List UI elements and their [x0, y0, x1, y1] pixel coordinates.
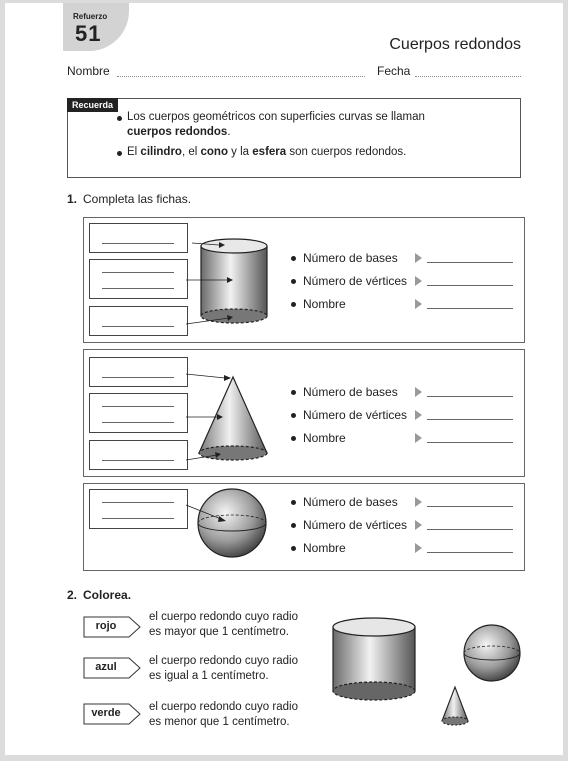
recuerda-text-1: [127, 110, 507, 140]
prop-label: Número de bases: [303, 495, 398, 509]
label-card[interactable]: [89, 393, 188, 433]
prop-label: Nombre: [303, 541, 346, 555]
nombre-field[interactable]: [117, 76, 365, 77]
arrow-icon: [415, 433, 422, 443]
color-instruction: [149, 700, 298, 730]
exercise-1-heading: [67, 192, 191, 206]
exercise-instruction: Colorea.: [83, 588, 132, 602]
recuerda-text: .: [227, 126, 231, 138]
bullet: [117, 151, 122, 156]
instruction-line: es mayor que 1 centímetro.: [149, 626, 289, 638]
cono-bold: cono: [200, 146, 228, 158]
tab-label: Refuerzo: [73, 12, 108, 21]
recuerda-text: El: [127, 146, 141, 158]
arrow-icon: [415, 299, 422, 309]
recuerda-bold: cuerpos redondos: [127, 126, 228, 138]
arrow-icon: [415, 497, 422, 507]
sphere-small-figure[interactable]: [461, 623, 525, 687]
answer-line[interactable]: [427, 396, 513, 397]
prop-nombre: [291, 431, 346, 445]
cylinder-figure: [185, 228, 285, 338]
answer-line[interactable]: [427, 442, 513, 443]
prop-nombre: [291, 297, 346, 311]
answer-line[interactable]: [427, 529, 513, 530]
label-card[interactable]: [89, 489, 188, 529]
large-cylinder-figure[interactable]: [327, 615, 423, 705]
recuerda-tag: Recuerda: [67, 98, 118, 112]
answer-line[interactable]: [427, 262, 513, 263]
color-instruction: [149, 610, 298, 640]
nombre-label: Nombre: [67, 64, 110, 78]
instruction-line: es menor que 1 centímetro.: [149, 716, 290, 728]
arrow-icon: [415, 543, 422, 553]
prop-label: Nombre: [303, 297, 346, 311]
fecha-field[interactable]: [415, 76, 521, 77]
tab-number: 51: [75, 21, 102, 46]
color-tag-label: azul: [95, 661, 117, 673]
color-instruction: [149, 654, 298, 684]
prop-bases: [291, 251, 398, 265]
arrow-icon: [415, 520, 422, 530]
prop-vertices: [291, 274, 407, 288]
prop-vertices: [291, 518, 407, 532]
answer-line[interactable]: [427, 308, 513, 309]
worksheet-page: [5, 3, 563, 755]
recuerda-text: Los cuerpos geométricos con superficies curvas se llaman: [127, 111, 425, 123]
prop-label: Número de vértices: [303, 518, 408, 532]
fecha-label: Fecha: [377, 64, 411, 78]
cone-figure: [185, 365, 285, 475]
recuerda-text-2: [127, 145, 507, 160]
prop-label: Número de vértices: [303, 408, 408, 422]
exercise-2-heading: [67, 588, 137, 602]
label-card[interactable]: [89, 306, 188, 336]
arrow-icon: [415, 410, 422, 420]
prop-bases: [291, 495, 398, 509]
exercise-number: 1.: [67, 192, 78, 206]
answer-line[interactable]: [427, 506, 513, 507]
prop-label: Nombre: [303, 431, 346, 445]
prop-label: Número de bases: [303, 251, 398, 265]
sphere-figure: [185, 485, 285, 569]
label-card[interactable]: [89, 259, 188, 299]
exercise-instruction: Completa las fichas.: [83, 192, 192, 206]
small-cone-figure[interactable]: [437, 683, 477, 729]
page-title: Cuerpos redondos: [389, 36, 521, 53]
exercise-number: 2.: [67, 588, 78, 602]
arrow-icon: [415, 387, 422, 397]
answer-line[interactable]: [427, 285, 513, 286]
color-tag-label: verde: [91, 707, 121, 719]
prop-vertices: [291, 408, 407, 422]
arrow-icon: [415, 253, 422, 263]
prop-bases: [291, 385, 398, 399]
prop-label: Número de bases: [303, 385, 398, 399]
label-card[interactable]: [89, 440, 188, 470]
label-card[interactable]: [89, 357, 188, 387]
arrow-icon: [415, 276, 422, 286]
prop-label: Número de vértices: [303, 274, 408, 288]
prop-nombre: [291, 541, 346, 555]
recuerda-text: , el: [181, 146, 201, 158]
label-card[interactable]: [89, 223, 188, 253]
instruction-line: el cuerpo redondo cuyo radio: [149, 701, 298, 713]
bullet: [117, 116, 122, 121]
instruction-line: el cuerpo redondo cuyo radio: [149, 611, 298, 623]
recuerda-text: y la: [227, 146, 253, 158]
answer-line[interactable]: [427, 552, 513, 553]
instruction-line: es igual a 1 centímetro.: [149, 670, 269, 682]
answer-line[interactable]: [427, 419, 513, 420]
color-tag-label: rojo: [95, 620, 117, 632]
cilindro-bold: cilindro: [140, 146, 182, 158]
esfera-bold: esfera: [252, 146, 287, 158]
recuerda-text: son cuerpos redondos.: [286, 146, 407, 158]
instruction-line: el cuerpo redondo cuyo radio: [149, 655, 298, 667]
